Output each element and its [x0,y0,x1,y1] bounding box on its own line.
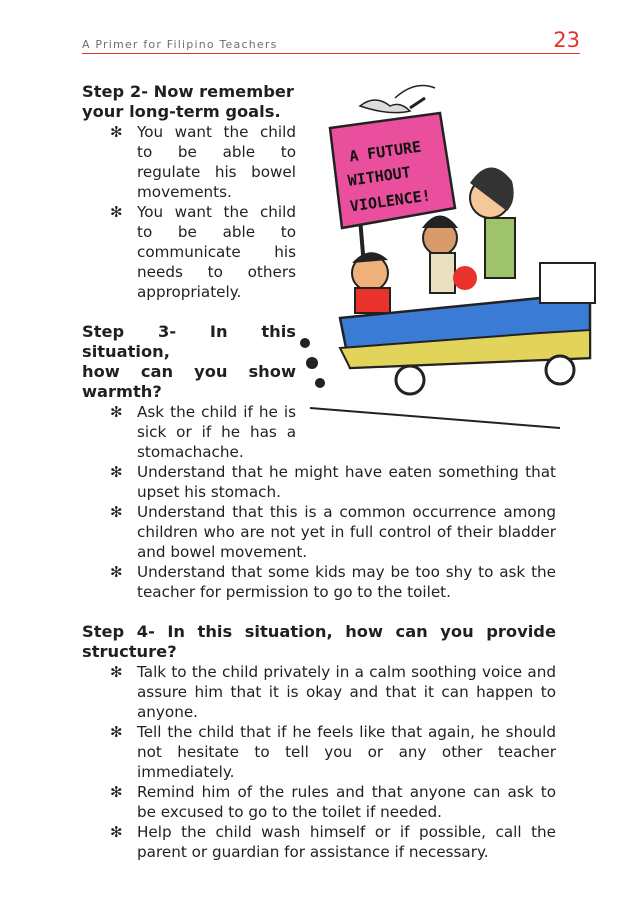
step2-heading-line2: your long-term goals. [82,102,281,121]
asterisk-bullet-icon: ✻ [110,783,123,801]
list-item: ✻ You want the child to be able to communicate his needs to others appropriately. [110,203,296,301]
step2-list [82,122,296,302]
step3-heading [82,322,296,402]
header-rule [82,53,580,54]
step4-list [82,662,556,862]
step3-heading-line1: Step 3- In this situation, [82,322,296,361]
asterisk-bullet-icon: ✻ [110,823,123,841]
list-item: ✻ You want the child to be able to regulate his bowel movements. [110,123,296,201]
running-head: A Primer for Filipino Teachers [82,38,278,51]
list-item: ✻ Remind him of the rules and that anyone can ask to be excused to go to the toilet if needed. [110,783,556,821]
list-item: ✻ Ask the child if he is sick or if he has a stomachache. [110,403,296,461]
list-item: ✻ Understand that some kids may be too shy to ask the teacher for permission to go to the toilet. [110,563,556,601]
sign-line-2: WITHOUT [346,163,412,190]
asterisk-bullet-icon: ✻ [110,503,123,521]
step3-heading-line3: warmth? [82,382,162,401]
step4-heading: Step 4- In this situation, how can you provide structure? [82,622,556,661]
asterisk-bullet-icon: ✻ [110,723,123,741]
asterisk-bullet-icon: ✻ [110,563,123,581]
asterisk-bullet-icon: ✻ [110,123,123,141]
list-item: ✻ Help the child wash himself or if possible, call the parent or guardian for assistance if necessary. [110,823,556,861]
page-number: 23 [553,28,580,52]
step4-section [82,622,556,862]
sign-line-1: A FUTURE [348,137,423,166]
sign-line-3: VIOLENCE! [348,186,432,216]
list-item: ✻ Talk to the child privately in a calm soothing voice and assure him that it is okay and that it can happen to anyone. [110,663,556,721]
step3-list [82,402,556,602]
asterisk-bullet-icon: ✻ [110,463,123,481]
asterisk-bullet-icon: ✻ [110,403,123,421]
page-body [82,82,556,862]
asterisk-bullet-icon: ✻ [110,203,123,221]
list-item: ✻ Understand that this is a common occurrence among children who are not yet in full control of their bladder and bowel movement. [110,503,556,561]
step3-section [82,322,556,602]
list-item: ✻ Understand that he might have eaten something that upset his stomach. [110,463,556,501]
list-item: ✻ Tell the child that if he feels like that again, he should not hesitate to tell you or any other teacher immediately. [110,723,556,781]
step2-section [82,82,296,302]
step3-heading-line2: how can you show [82,362,296,381]
asterisk-bullet-icon: ✻ [110,663,123,681]
step2-heading [82,82,296,122]
step2-heading-line1: Step 2- Now remember [82,82,294,101]
